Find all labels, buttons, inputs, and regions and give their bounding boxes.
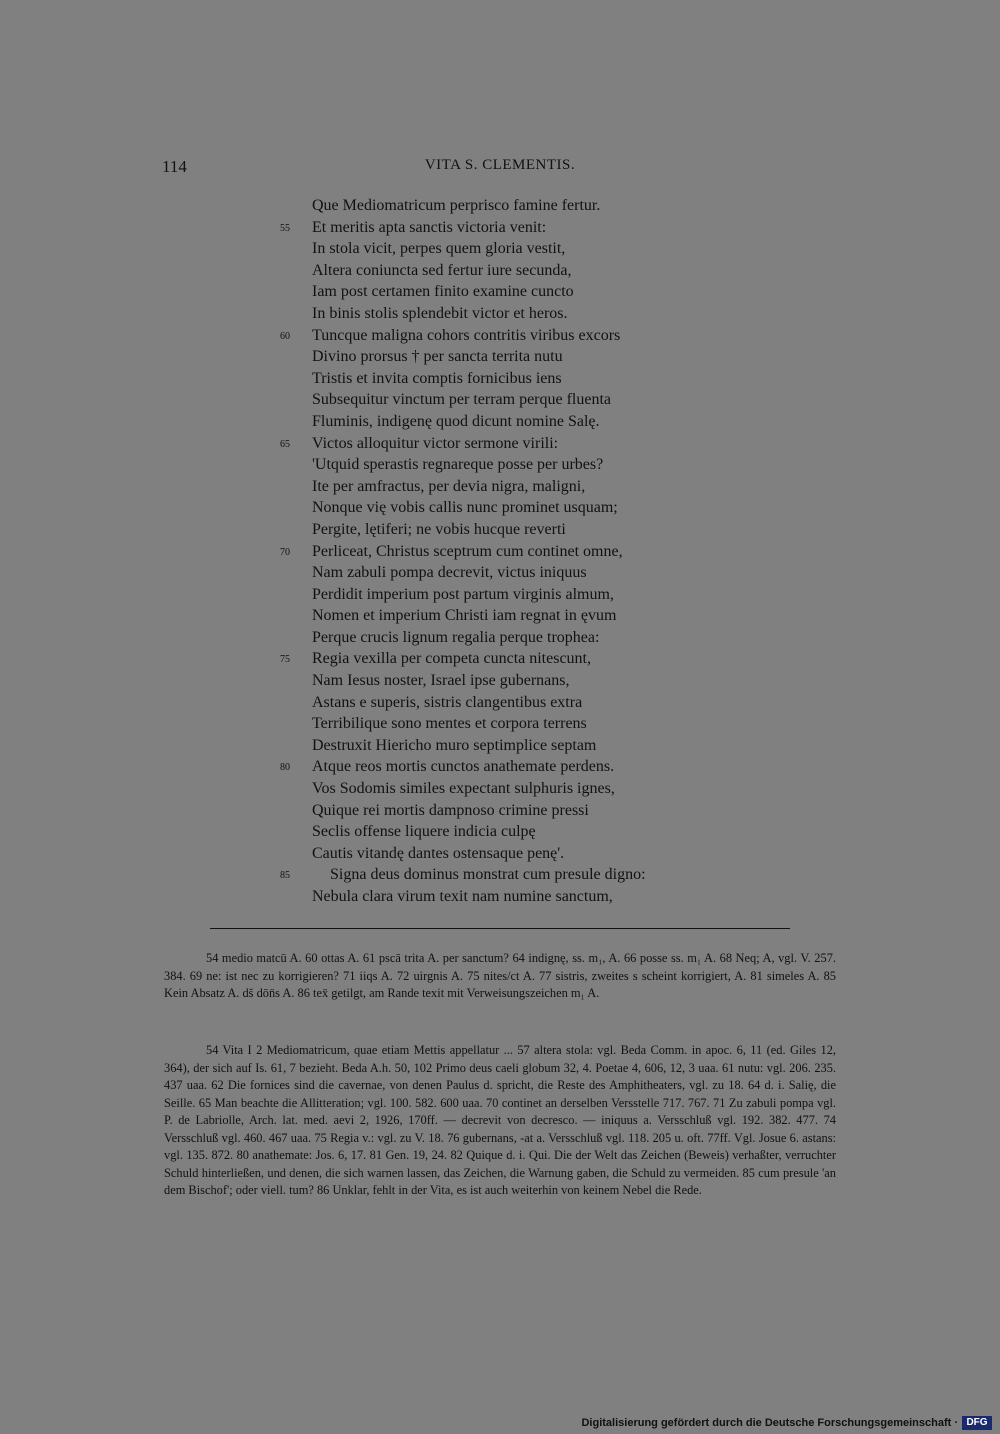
verse-line: [280, 454, 740, 476]
verse-text-line: Nam zabuli pompa decrevit, victus iniquus: [312, 564, 587, 582]
verse-text-line: Divino prorsus † per sancta territa nutu: [312, 348, 563, 366]
verse-line: [280, 778, 740, 800]
verse-line: [280, 648, 740, 670]
verse-text-line: Regia vexilla per competa cuncta nitescunt,: [312, 650, 591, 668]
line-number: 70: [280, 546, 290, 558]
verse-line: [280, 346, 740, 368]
verse-line: [280, 303, 740, 325]
verse-text-line: Nam Iesus noster, Israel ipse gubernans,: [312, 672, 570, 690]
dfg-logo: DFG: [962, 1416, 992, 1430]
verse-text-line: In binis stolis splendebit victor et heros.: [312, 304, 568, 322]
verse-text-line: Subsequitur vinctum per terram perque fluenta: [312, 391, 612, 409]
verse-text-line: Fluminis, indigenę quod dicunt nomine Salę.: [312, 412, 600, 430]
verse-line: [280, 627, 740, 649]
verse-text-line: Ite per amfractus, per devia nigra, maligni,: [312, 477, 586, 495]
verse-text-line: Nonque vię vobis callis nunc prominet usquam;: [312, 499, 618, 517]
notes-paragraph: 54 Vita I 2 Mediomatricum, quae etiam Mettis appellatur ... 57 altera stola: vgl. Beda Comm. in apoc. 6, 11 (ed. Giles 12, 364), der sich auf Is. 61, 7 bezieht. Beda A.h. 50, 102 Primo deus caeli globum 32, 4. Poetae 4, 606, 12, 3 uaa. 61 nutu: vgl. 206. 235. 437 uaa. 62 Die fornices sind die cavernae, von denen Paulus d. spricht, die Reste des Amphitheaters, vgl. zu 18. 64 d. i. Salię, die Seille. 65 Man beachte die Allitteration; vgl. 100. 582. 600 uaa. 70 continet an derselben Versstelle 717. 767. 71 Zu zabuli pompa vgl. P. de Labriolle, Arch. lat. med. aevi 2, 1926, 170ff. — decrevit von decresco. — iniquus a. Versschluß vgl. 192. 382. 477. 74 Versschluß vgl. 460. 467 uaa. 75 Regia v.: vgl. zu V. 18. 76 gubernans, -at a. Versschluß vgl. 118. 205 u. oft. 77ff. Vgl. Josue 6. astans: vgl. 135. 872. 80 anathemate: Jos. 6, 17. 81 Gen. 19, 24. 82 Quique d. i. Qui. Die der Welt das Zeichen (Beweis) verhaßter, verruchter Schuld hinterließen, und denen, die sich warnen lassen, das Zeichen, die Warnung gaben, die Schuld zu vermeiden. 85 cum presule 'an dem Bischof'; oder viell. tum? 86 Unklar, fehlt in der Vita, es ist auch weiterhin von keinem Nebel die Rede.: [164, 1043, 836, 1197]
apparatus-paragraph: 54 medio matcū A. 60 ottas A. 61 pscā trita A. per sanctum? 64 indignę, ss. m₁, A. 66 posse ss. m₁ A. 68 Neq; A, vgl. V. 257. 384. 69 ne: ist nec zu korrigieren? 71 iiqs A. 72 uirgnis A. 75 nites/ct A. 77 sistris, zweites s scheint korrigiert, A. 81 simeles A. 85 Kein Absatz A. dš dōn̄s A. 86 tex̄ getilgt, am Rande texit mit Verweisungszeichen m₁ A.: [164, 951, 836, 1000]
verse-text-line: Tuncque maligna cohors contritis viribus excors: [312, 326, 621, 344]
verse-line: [280, 670, 740, 692]
verse-line: [280, 260, 740, 282]
verse-text-line: Quique rei mortis dampnoso crimine pressi: [312, 801, 589, 819]
verse-text: [280, 195, 740, 908]
verse-text-line: Cautis vitandę dantes ostensaque penę'.: [312, 844, 565, 862]
verse-line: [280, 389, 740, 411]
verse-line: [280, 692, 740, 714]
verse-text-line: Pergite, lętiferi; ne vobis hucque reverti: [312, 520, 566, 538]
running-title: VITA S. CLEMENTIS.: [424, 157, 576, 173]
verse-line: [280, 713, 740, 735]
line-number: 80: [280, 762, 290, 774]
verse-text-line: Tristis et invita comptis fornicibus iens: [312, 369, 562, 387]
verse-text-line: Nomen et imperium Christi iam regnat in ęvum: [312, 607, 617, 625]
verse-text-line: Iam post certamen finito examine cuncto: [312, 283, 574, 301]
verse-line: [280, 519, 740, 541]
verse-text-line: Perdidit imperium post partum virginis almum,: [312, 585, 614, 603]
footnote-divider: [210, 928, 790, 929]
verse-text-line: Vos Sodomis similes expectant sulphuris ignes,: [312, 780, 615, 798]
verse-line: [280, 476, 740, 498]
verse-text-line: 'Utquid sperastis regnareque posse per urbes?: [312, 456, 604, 474]
verse-text-line: Victos alloquitur victor sermone virili:: [312, 434, 559, 452]
verse-line: [280, 843, 740, 865]
line-number: 65: [280, 438, 290, 450]
funding-notice: Digitalisierung gefördert durch die Deutsche Forschungsgemeinschaft ·: [581, 1417, 958, 1429]
verse-line: [280, 864, 740, 886]
verse-text-line: Altera coniuncta sed fertur iure secunda,: [312, 261, 572, 279]
verse-text-line: Atque reos mortis cunctos anathemate perdens.: [312, 758, 615, 776]
verse-line: [280, 562, 740, 584]
commentary-notes: [164, 1042, 836, 1200]
footer-bar: [0, 1412, 1000, 1434]
line-number: 55: [280, 222, 290, 234]
verse-line: [280, 800, 740, 822]
verse-text-line: Nebula clara virum texit nam numine sanctum,: [312, 888, 613, 905]
verse-line: [280, 821, 740, 843]
line-number: 85: [280, 870, 290, 882]
verse-text-line: Seclis offense liquere indicia culpę: [312, 823, 536, 841]
verse-text-line: In stola vicit, perpes quem gloria vestit,: [312, 240, 566, 258]
verse-line: [280, 325, 740, 347]
verse-line: [280, 411, 740, 433]
verse-text-line: Perliceat, Christus sceptrum cum continet omne,: [312, 542, 623, 560]
verse-text-line: Terribilique sono mentes et corpora terrens: [312, 715, 587, 733]
critical-apparatus: [164, 950, 836, 1003]
verse-line: [280, 497, 740, 519]
verse-line: [280, 735, 740, 757]
verse-text-line: Signa deus dominus monstrat cum presule digno:: [330, 866, 646, 884]
verse-line: [280, 217, 740, 239]
verse-line: [280, 433, 740, 455]
page-number: 114: [162, 157, 187, 176]
verse-text-line: Que Mediomatricum perprisco famine fertur.: [312, 197, 601, 214]
verse-line: [280, 886, 740, 908]
page-header: [162, 157, 838, 181]
verse-text-line: Et meritis apta sanctis victoria venit:: [312, 218, 547, 236]
line-number: 60: [280, 330, 290, 342]
verse-text-line: Perque crucis lignum regalia perque trophea:: [312, 628, 600, 646]
verse-line: [280, 238, 740, 260]
verse-line: [280, 195, 740, 217]
verse-line: [280, 584, 740, 606]
verse-text-line: Destruxit Hiericho muro septimplice septam: [312, 736, 597, 754]
verse-text-line: Astans e superis, sistris clangentibus extra: [312, 693, 583, 711]
line-number: 75: [280, 654, 290, 666]
verse-line: [280, 541, 740, 563]
verse-line: [280, 368, 740, 390]
verse-line: [280, 281, 740, 303]
verse-line: [280, 756, 740, 778]
verse-line: [280, 605, 740, 627]
